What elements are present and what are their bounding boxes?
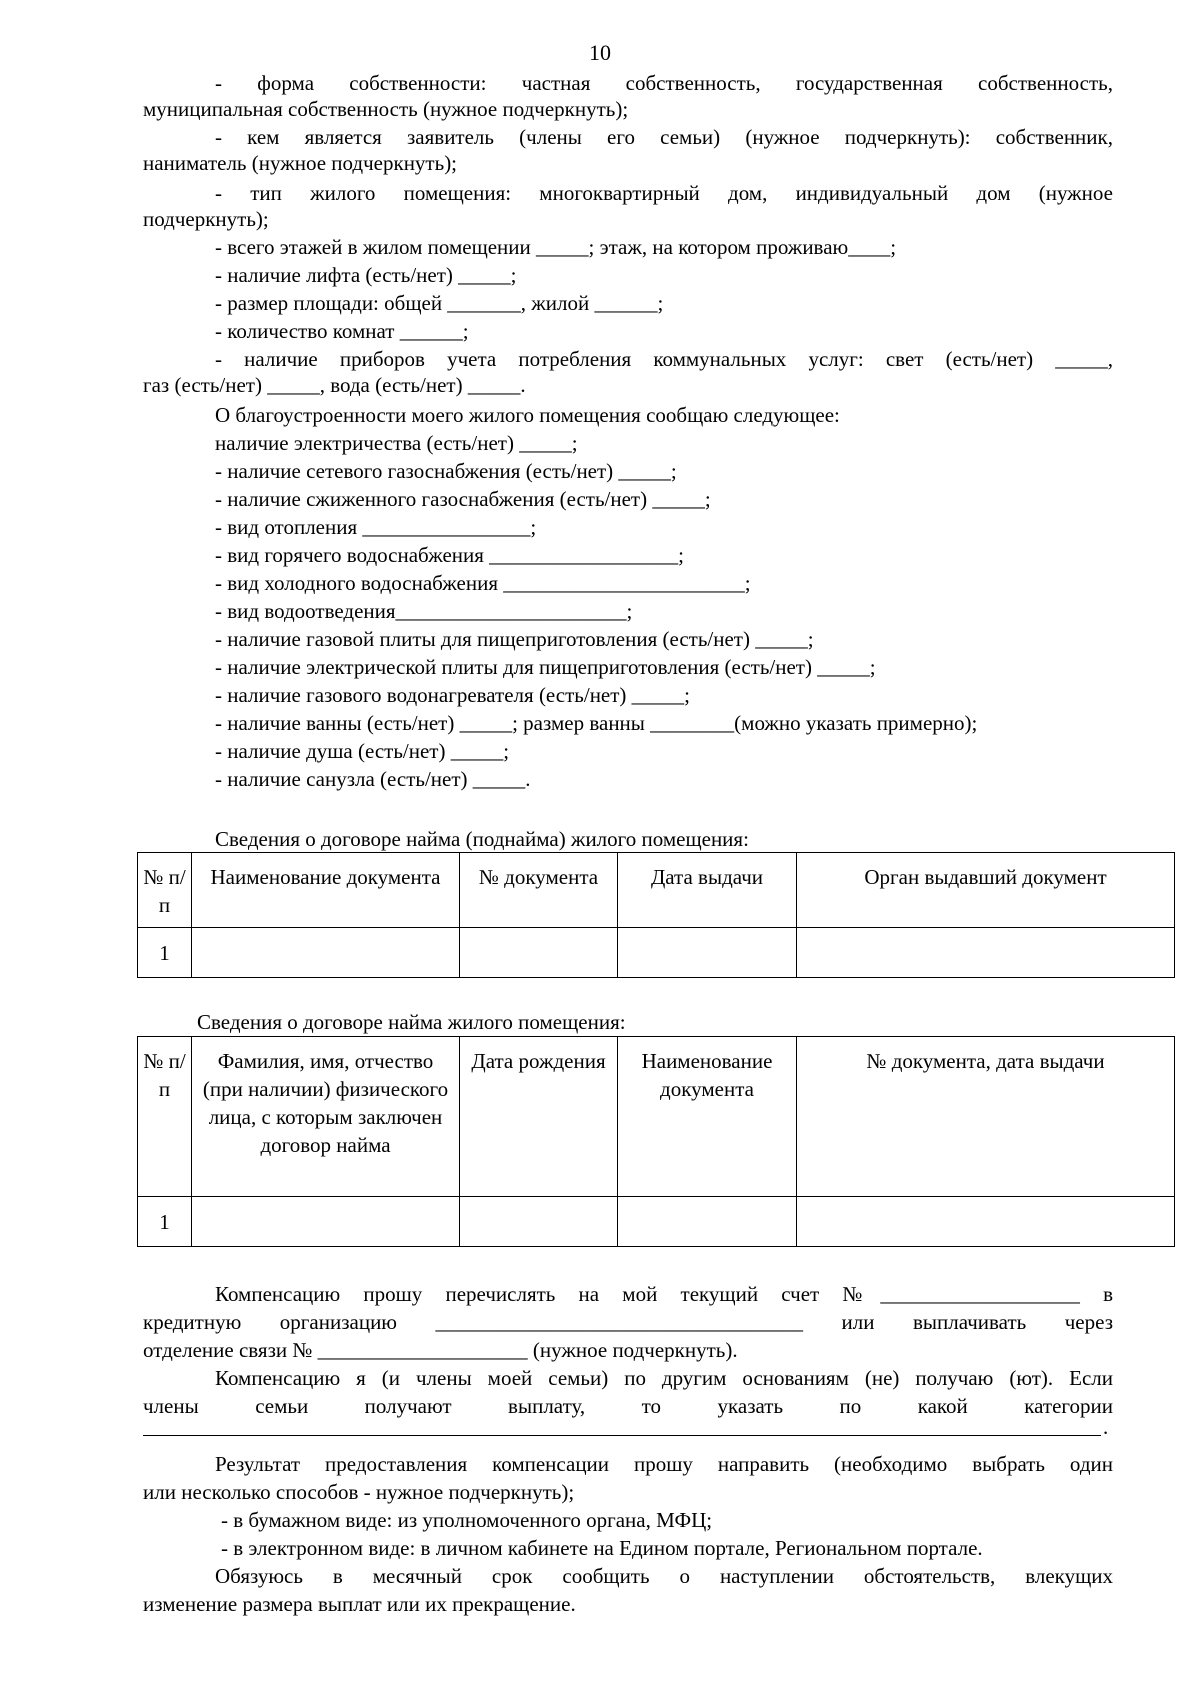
table-cell: 1 <box>138 1197 192 1247</box>
table-cell[interactable] <box>192 928 460 978</box>
paper-option-line: - в бумажном виде: из уполномоченного органа, МФЦ; <box>221 1508 713 1532</box>
table-cell[interactable] <box>460 1197 618 1247</box>
table-header-cell: Орган выдавший документ <box>797 853 1175 928</box>
obligation-line-cont: изменение размера выплат или их прекращение. <box>143 1592 576 1616</box>
tenancy-agreement-table <box>137 1036 1175 1247</box>
dwelling-type-line-cont: подчеркнуть); <box>143 207 269 231</box>
amenity-line: - наличие газовой плиты для пищеприготовления (есть/нет) _____; <box>215 627 814 651</box>
table-header-cell: Дата рождения <box>460 1037 618 1197</box>
table-cell: 1 <box>138 928 192 978</box>
page-number: 10 <box>589 40 611 65</box>
table2-caption: Сведения о договоре найма жилого помещения: <box>197 1010 626 1034</box>
amenity-line: - наличие газового водонагревателя (есть/нет) _____; <box>215 683 691 707</box>
amenity-line: - вид водоотведения______________________; <box>215 599 633 623</box>
table-header-row <box>138 1037 1175 1197</box>
ownership-form-line: - форма собственности: частная собственность, государственная собственность, <box>215 71 1113 95</box>
amenity-line: - наличие ванны (есть/нет) _____; размер ванны ________(можно указать примерно); <box>215 711 978 735</box>
amenity-line: - вид отопления ________________; <box>215 515 537 539</box>
dwelling-type-line: - тип жилого помещения: многоквартирный дом, индивидуальный дом (нужное <box>215 181 1113 205</box>
category-fill-line <box>143 1435 1101 1436</box>
account-line: Компенсацию прошу перечислять на мой текущий счет №___________________ в <box>215 1282 1113 1306</box>
table-header-cell: Дата выдачи <box>618 853 797 928</box>
table-cell[interactable] <box>460 928 618 978</box>
table-header-cell: № документа, дата выдачи <box>797 1037 1175 1197</box>
applicant-role-line: - кем является заявитель (члены его семьи) (нужное подчеркнуть): собственник, <box>215 125 1113 149</box>
floors-line: - всего этажей в жилом помещении _____; этаж, на котором проживаю____; <box>215 235 897 259</box>
table-cell[interactable] <box>192 1197 460 1247</box>
rental-agreement-table <box>137 852 1175 978</box>
table-header-cell: Наименование документа <box>192 853 460 928</box>
amenity-line: - наличие сетевого газоснабжения (есть/нет) _____; <box>215 459 677 483</box>
result-method-line: Результат предоставления компенсации прошу направить (необходимо выбрать один <box>215 1452 1113 1476</box>
table-header-cell: Фамилия, имя, отчество (при наличии) физического лица, с которым заключен договор найма <box>192 1037 460 1197</box>
amenities-heading: О благоустроенности моего жилого помещения сообщаю следующее: <box>215 403 840 427</box>
rooms-line: - количество комнат ______; <box>215 319 469 343</box>
table-header-cell: Наименование документа <box>618 1037 797 1197</box>
table-cell[interactable] <box>797 928 1175 978</box>
account-line-cont: кредитную организацию ___________________________________ или выплачивать через <box>143 1310 1113 1334</box>
table-cell[interactable] <box>618 928 797 978</box>
amenity-line: - вид горячего водоснабжения __________________; <box>215 543 684 567</box>
amenity-line: - наличие санузла (есть/нет) _____. <box>215 767 531 791</box>
amenity-line: наличие электричества (есть/нет) _____; <box>215 431 578 455</box>
obligation-line: Обязуюсь в месячный срок сообщить о наступлении обстоятельств, влекущих <box>215 1564 1113 1588</box>
table1-caption: Сведения о договоре найма (поднайма) жилого помещения: <box>215 827 749 851</box>
table-header-cell: № п/п <box>138 1037 192 1197</box>
applicant-role-line-cont: наниматель (нужное подчеркнуть); <box>143 151 458 175</box>
table-cell[interactable] <box>797 1197 1175 1247</box>
other-compensation-line: Компенсацию я (и члены моей семьи) по другим основаниям (не) получаю (ют). Если <box>215 1366 1113 1390</box>
post-office-line: отделение связи № ____________________ (нужное подчеркнуть). <box>143 1338 738 1362</box>
amenity-line: - вид холодного водоснабжения _______________________; <box>215 571 751 595</box>
table-row <box>138 928 1175 978</box>
elevator-line: - наличие лифта (есть/нет) _____; <box>215 263 517 287</box>
amenity-line: - наличие душа (есть/нет) _____; <box>215 739 510 763</box>
electronic-option-line: - в электронном виде: в личном кабинете на Едином портале, Региональном портале. <box>221 1536 983 1560</box>
table-header-row <box>138 853 1175 928</box>
meters-line: - наличие приборов учета потребления коммунальных услуг: свет (есть/нет) _____, <box>215 347 1113 371</box>
table-row <box>138 1197 1175 1247</box>
meters-line-cont: газ (есть/нет) _____, вода (есть/нет) _____. <box>143 373 526 397</box>
table-cell[interactable] <box>618 1197 797 1247</box>
amenity-line: - наличие сжиженного газоснабжения (есть/нет) _____; <box>215 487 711 511</box>
table-header-cell: № документа <box>460 853 618 928</box>
amenity-line: - наличие электрической плиты для пищеприготовления (есть/нет) _____; <box>215 655 876 679</box>
category-end-dot: . <box>1103 1415 1109 1439</box>
category-line: члены семьи получают выплату, то указать по какой категории <box>143 1394 1113 1418</box>
result-method-line-cont: или несколько способов - нужное подчеркнуть); <box>143 1480 575 1504</box>
table-header-cell: № п/п <box>138 853 192 928</box>
area-line: - размер площади: общей _______, жилой ______; <box>215 291 664 315</box>
ownership-form-line-cont: муниципальная собственность (нужное подчеркнуть); <box>143 97 629 121</box>
